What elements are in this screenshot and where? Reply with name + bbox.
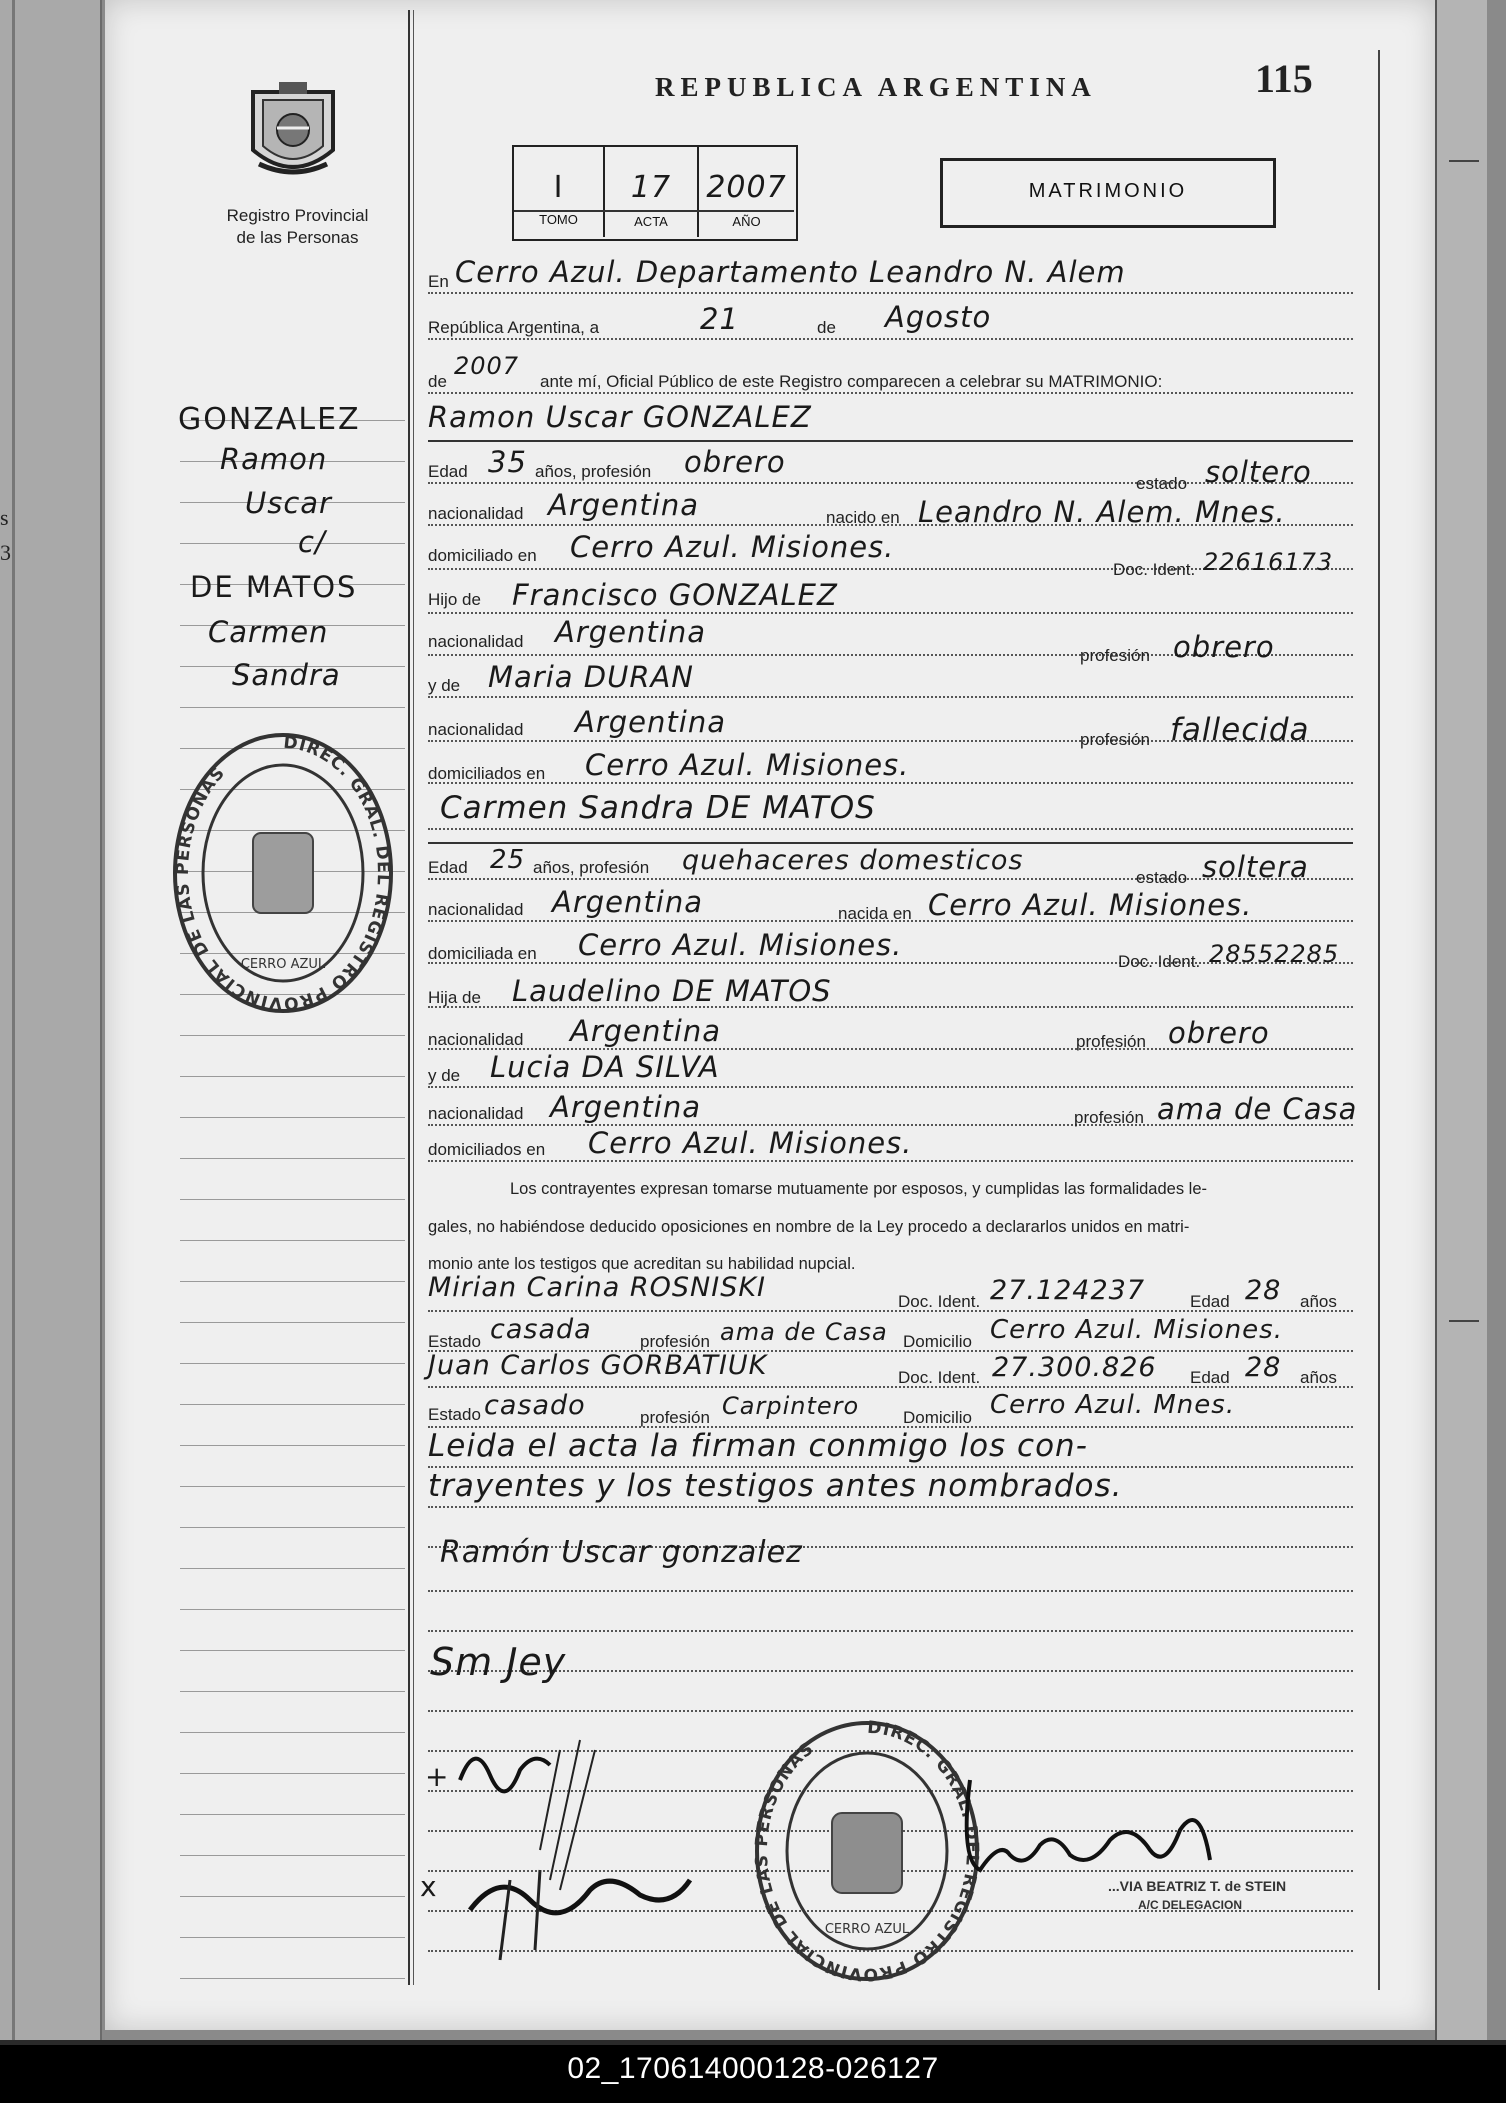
form-dotted-line: [428, 1590, 1353, 1592]
witness1-name: Mirian Carina ROSNISKI: [428, 1272, 766, 1303]
groom-hijo-label: Hijo de: [428, 590, 481, 609]
groom-dom-label: domiciliado en: [428, 546, 537, 565]
margin-rule-line: [180, 1199, 405, 1200]
witness1-civil-status: casada: [490, 1314, 592, 1345]
form-dotted-line: [428, 1160, 1353, 1162]
bride-nacida-label: nacida en: [838, 904, 912, 923]
groom-mother-prof-label: profesión: [1080, 730, 1150, 749]
margin-rule-line: [180, 1937, 405, 1938]
form-dotted-line: [428, 1710, 1353, 1712]
en-label: En: [428, 272, 449, 291]
groom-name: Ramon Uscar GONZALEZ: [428, 400, 812, 434]
edge-tab: [1449, 160, 1479, 162]
margin-rule-line: [180, 707, 405, 708]
groom-signature: Ramón Uscar gonzalez: [440, 1535, 803, 1570]
bride-estado-label: estado: [1136, 868, 1188, 887]
bride-father-profession: obrero: [1168, 1016, 1270, 1050]
groom-nationality: Argentina: [548, 488, 699, 522]
officer-signature: [950, 1760, 1250, 1890]
margin-rule-line: [180, 1322, 405, 1323]
bride-parents-domicile: Cerro Azul. Misiones.: [588, 1126, 913, 1160]
folio-number: 115: [1255, 56, 1313, 101]
margin-rule-line: [180, 1527, 405, 1528]
margin-rule-line: [180, 1076, 405, 1077]
form-dotted-line: [428, 828, 1353, 830]
margin-rule-line: [180, 1445, 405, 1446]
groom-mother-profession: fallecida: [1170, 712, 1310, 748]
groom-nacido-label: nacido en: [826, 508, 900, 527]
svg-text:DIREC. GRAL. DEL REGISTRO PROV: DIREC. GRAL. DEL REGISTRO PROVINCIAL DE LAS PERSONAS: [172, 732, 394, 1014]
year-prefix: de: [428, 372, 447, 391]
witness1-doc-label: Doc. Ident.: [898, 1292, 981, 1311]
witness-signatures-scribble: [440, 1730, 720, 1990]
witness2-doc-label: Doc. Ident.: [898, 1368, 981, 1387]
margin-rule-line: [180, 1158, 405, 1159]
margin-rule-line: [180, 1691, 405, 1692]
edge-mark: s: [0, 505, 9, 530]
groom-nat-label: nacionalidad: [428, 504, 524, 523]
groom-father: Francisco GONZALEZ: [512, 578, 838, 612]
country-title: REPUBLICA ARGENTINA: [655, 72, 1097, 102]
bride-civil-status: soltera: [1202, 850, 1309, 884]
witness2-dom-label: Domicilio: [903, 1408, 972, 1427]
acta-label: ACTA: [634, 214, 668, 229]
bride-name: Carmen Sandra DE MATOS: [440, 790, 876, 826]
witness2-profession: Carpintero: [722, 1392, 860, 1420]
witness2-name: Juan Carlos GORBATIUK: [428, 1350, 768, 1381]
bride-father: Laudelino DE MATOS: [512, 974, 832, 1008]
groom-father-nationality: Argentina: [555, 615, 706, 649]
tomo-label: TOMO: [539, 212, 578, 227]
bride-profesion-label: años, profesión: [533, 858, 650, 877]
marriage-month: Agosto: [885, 300, 992, 334]
margin-rule-line: [180, 1404, 405, 1405]
formal-text-line2: gales, no habiéndose deducido oposiciones en nombre de la Ley procedo a declararlos unidos en matri-: [428, 1218, 1190, 1236]
witness1-domicile: Cerro Azul. Misiones.: [990, 1315, 1283, 1345]
bride-doc: 28552285: [1209, 940, 1340, 968]
registry-logo-icon: [245, 78, 341, 188]
groom-civil-status: soltero: [1205, 455, 1312, 489]
officer-name: ...VIA BEATRIZ T. de STEIN: [1108, 1878, 1287, 1894]
witness2-estado-label: Estado: [428, 1405, 481, 1424]
section-separator: [428, 842, 1353, 844]
margin-bride-second: Sandra: [232, 658, 341, 692]
republica-label: República Argentina, a: [428, 318, 600, 337]
groom-parents-domicile: Cerro Azul. Misiones.: [585, 748, 910, 782]
bride-edad-label: Edad: [428, 858, 468, 877]
formal-text-line1: Los contrayentes expresan tomarse mutuamente por esposos, y cumplidas las formalidades le-: [510, 1180, 1208, 1198]
edge-tab: [1449, 1320, 1479, 1322]
page-edge-line: [12, 0, 15, 2040]
groom-parents-dom-label: domiciliados en: [428, 764, 546, 783]
bride-yde-label: y de: [428, 1066, 461, 1085]
closing-line1: Leida el acta la firman conmigo los con-: [428, 1428, 1088, 1464]
form-dotted-line: [428, 292, 1353, 294]
bride-mother: Lucia DA SILVA: [490, 1050, 720, 1084]
form-dotted-line: [428, 392, 1353, 394]
margin-rule-line: [180, 1117, 405, 1118]
formal-text-line3: monio ante los testigos que acreditan su habilidad nupcial.: [428, 1255, 856, 1273]
bride-father-prof-label: profesión: [1076, 1032, 1146, 1051]
witness2-prof-label: profesión: [640, 1408, 710, 1427]
official-stamp-icon: [168, 728, 398, 1018]
groom-mother-nat-label: nacionalidad: [428, 720, 524, 739]
bride-hija-label: Hija de: [428, 988, 481, 1007]
witness2-age: 28: [1245, 1352, 1282, 1383]
margin-rule-line: [180, 1281, 405, 1282]
bride-signature: Sm Jey: [430, 1640, 567, 1684]
margin-first-name: Ramon: [220, 442, 328, 476]
svg-text:CERRO AZUL: CERRO AZUL: [240, 957, 326, 972]
marriage-year: 2007: [454, 352, 520, 380]
margin-rule-line: [180, 1814, 405, 1815]
groom-doc: 22616173: [1203, 548, 1334, 576]
previous-page-edge: [0, 0, 102, 2040]
section-separator: [428, 440, 1353, 442]
margin-rule-line: [180, 1978, 405, 1979]
groom-age: 35: [488, 445, 527, 479]
edge-mark: 3: [0, 540, 11, 565]
groom-yde-label: y de: [428, 676, 461, 695]
groom-estado-label: estado: [1136, 474, 1188, 493]
margin-rule-line: [180, 1896, 405, 1897]
ano-value: 2007: [706, 170, 787, 205]
witness1-estado-label: Estado: [428, 1332, 481, 1351]
bottom-official-stamp-icon: [752, 1718, 982, 1983]
margin-rule-line: [180, 1568, 405, 1569]
ano-label: AÑO: [732, 214, 761, 229]
witness2-doc: 27.300.826: [992, 1352, 1157, 1383]
marriage-day: 21: [700, 302, 739, 336]
bride-profession: quehaceres domesticos: [682, 845, 1024, 876]
bride-mother-profession: ama de Casa: [1157, 1092, 1358, 1126]
acta-value: 17: [630, 170, 672, 205]
witness1-edad-label: Edad: [1190, 1292, 1230, 1311]
act-type-label: MATRIMONIO: [1028, 180, 1188, 202]
margin-rule-line: [180, 1363, 405, 1364]
witness1-dom-label: Domicilio: [903, 1332, 972, 1351]
witness2-edad-label: Edad: [1190, 1368, 1230, 1387]
witness2-domicile: Cerro Azul. Mnes.: [990, 1390, 1236, 1420]
right-margin-line: [1378, 50, 1380, 1990]
groom-mother-nationality: Argentina: [575, 705, 726, 739]
bride-father-nat-label: nacionalidad: [428, 1030, 524, 1049]
witness2-civil-status: casado: [484, 1390, 586, 1421]
groom-father-prof-label: profesión: [1080, 646, 1150, 665]
margin-surname: GONZALEZ: [178, 402, 361, 437]
bride-nationality: Argentina: [552, 885, 703, 919]
form-dotted-line: [428, 1506, 1353, 1508]
bride-mother-nat-label: nacionalidad: [428, 1104, 524, 1123]
margin-bride-surname: DE MATOS: [190, 570, 358, 604]
margin-second-name: Uscar: [245, 486, 332, 520]
groom-birthplace: Leandro N. Alem. Mnes.: [918, 495, 1286, 529]
margin-rule-line: [180, 543, 405, 544]
bride-age: 25: [490, 845, 526, 875]
margin-conjunction: c/: [298, 525, 326, 559]
groom-profession: obrero: [684, 445, 786, 479]
closing-line2: trayentes y los testigos antes nombrados.: [428, 1468, 1123, 1504]
margin-rule-line: [180, 1035, 405, 1036]
margin-rule-line: [180, 1650, 405, 1651]
groom-edad-label: Edad: [428, 462, 468, 481]
bride-father-nationality: Argentina: [570, 1014, 721, 1048]
witness2-mark: x: [420, 1870, 438, 1903]
form-dotted-line: [428, 1670, 1353, 1672]
margin-rule-line: [180, 1732, 405, 1733]
form-dotted-line: [428, 696, 1353, 698]
svg-text:CERRO AZUL: CERRO AZUL: [824, 1922, 910, 1937]
bride-domicile: Cerro Azul. Misiones.: [578, 928, 903, 962]
form-dotted-line: [428, 338, 1353, 340]
tomo-value: I: [553, 170, 564, 205]
bride-birthplace: Cerro Azul. Misiones.: [928, 888, 1253, 922]
form-dotted-line: [428, 1630, 1353, 1632]
form-dotted-line: [428, 1086, 1353, 1088]
registry-line1: Registro Provincial: [226, 206, 369, 225]
groom-father-profession: obrero: [1173, 630, 1275, 664]
bride-nat-label: nacionalidad: [428, 900, 524, 919]
bride-parents-dom-label: domiciliados en: [428, 1140, 546, 1159]
svg-text:DIREC. GRAL. DEL REGISTRO PROV: DIREC. GRAL. DEL REGISTRO PROVINCIAL DE LAS PERSONAS: [752, 1718, 982, 1983]
groom-mother: Maria DURAN: [488, 660, 694, 694]
margin-rule-line: [180, 1773, 405, 1774]
margin-rule-line: [180, 1609, 405, 1610]
bride-mother-prof-label: profesión: [1074, 1108, 1144, 1127]
witness1-age: 28: [1245, 1275, 1282, 1306]
witness1-doc: 27.124237: [990, 1275, 1146, 1306]
margin-rule-line: [180, 1486, 405, 1487]
registry-name: [200, 205, 395, 249]
groom-profesion-label: años, profesión: [535, 462, 652, 481]
bride-doc-label: Doc. Ident.: [1118, 952, 1201, 971]
margin-rule-line: [180, 1240, 405, 1241]
witness1-mark: +: [425, 1760, 450, 1793]
declaration-text: ante mí, Oficial Público de este Registro comparecen a celebrar su MATRIMONIO:: [540, 372, 1163, 391]
groom-domicile: Cerro Azul. Misiones.: [570, 530, 895, 564]
groom-father-nat-label: nacionalidad: [428, 632, 524, 651]
file-id: 02_170614000128-026127: [567, 2052, 939, 2085]
margin-divider-inner: [413, 10, 414, 1985]
marriage-place: Cerro Azul. Departamento Leandro N. Alem: [455, 255, 1126, 289]
witness1-prof-label: profesión: [640, 1332, 710, 1351]
form-dotted-line: [428, 612, 1353, 614]
groom-doc-label: Doc. Ident.: [1113, 560, 1196, 579]
registry-line2: de las Personas: [236, 228, 359, 247]
margin-bride-first: Carmen: [208, 615, 329, 649]
form-dotted-line: [428, 782, 1353, 784]
witness1-anos-label: años: [1300, 1292, 1337, 1311]
officer-title: A/C DELEGACION: [1138, 1898, 1243, 1912]
bride-dom-label: domiciliada en: [428, 944, 537, 963]
witness1-profession: ama de Casa: [720, 1318, 888, 1346]
de-label: de: [817, 318, 836, 337]
margin-divider: [408, 10, 410, 1985]
margin-rule-line: [180, 1855, 405, 1856]
binding-edge: [1435, 0, 1487, 2040]
witness2-anos-label: años: [1300, 1368, 1337, 1387]
bride-mother-nationality: Argentina: [550, 1090, 701, 1124]
